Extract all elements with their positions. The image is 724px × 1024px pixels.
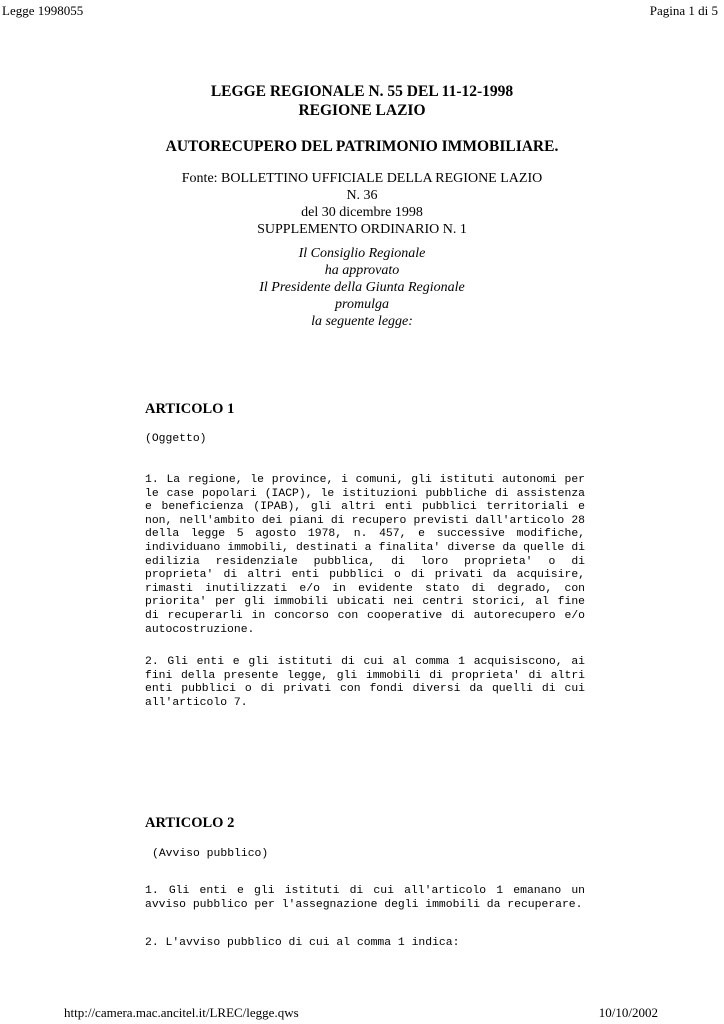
article2-comma2: 2. L'avviso pubblico di cui al comma 1 indica: [145, 937, 460, 949]
source-line2: N. 36 [346, 188, 378, 203]
page-footer-url: http://camera.mac.ancitel.it/LREC/legge.qws [64, 1005, 299, 1020]
promulgation-block [0, 245, 724, 330]
article2-comma1: 1. Gli enti e gli istituti di cui all'articolo 1 emanano un avviso pubblico per l'assegnazione degli immobili da recuperare. [145, 885, 585, 911]
promulgation-line2: ha approvato [324, 263, 400, 278]
article2-heading: ARTICOLO 2 [145, 815, 235, 831]
promulgation-line5: la seguente legge: [311, 314, 413, 329]
source-line3: del 30 dicembre 1998 [301, 205, 423, 220]
law-title-line1: LEGGE REGIONALE N. 55 DEL 11-12-1998 [210, 83, 514, 100]
promulgation-line1: Il Consiglio Regionale [298, 246, 426, 261]
source-line4: SUPPLEMENTO ORDINARIO N. 1 [257, 222, 467, 237]
source-line1: Fonte: BOLLETTINO UFFICIALE DELLA REGIONE LAZIO [181, 171, 543, 186]
article1-comma1: 1. La regione, le province, i comuni, gli istituti autonomi per le case popolari (IACP), le istituzioni pubbliche di assistenza e beneficienza (IPAB), gli altri enti pubblici territoriali e non, nell'ambito dei piani di recupero previsti dall'articolo 28 della legge 5 agosto 1978, n. 457, e successive modifiche, individuano immobili, destinati a finalita' diverse da quelle di edilizia residenziale pubblica, di loro proprieta' o di proprieta' di altri enti pubblici o di privati da acquisire, rimasti inutilizzati e/o in evidente stato di degrado, con priorita' per gli immobili ubicati nei centri storici, al fine di recuperarli in concorso con cooperative di autorecupero e/o autocostruzione. [145, 474, 585, 636]
article1-rubric: (Oggetto) [145, 433, 207, 445]
law-title [0, 82, 724, 120]
article2-rubric: (Avviso pubblico) [152, 848, 269, 860]
promulgation-line4: promulga [335, 297, 389, 312]
article1-heading: ARTICOLO 1 [145, 401, 235, 417]
page-header-doc-id: Legge 1998055 [2, 3, 84, 18]
article1-comma2: 2. Gli enti e gli istituti di cui al comma 1 acquisiscono, ai fini della presente legge, gli immobili di proprieta' di altri enti pubblici o di privati con fondi diversi da quelli di cui all'articolo 7. [145, 656, 585, 709]
law-subject: AUTORECUPERO DEL PATRIMONIO IMMOBILIARE. [165, 138, 559, 155]
promulgation-line3: Il Presidente della Giunta Regionale [259, 280, 465, 295]
source-block [0, 170, 724, 238]
law-title-line2: REGIONE LAZIO [298, 102, 426, 119]
page-footer-date: 10/10/2002 [598, 1005, 658, 1020]
page-header-page-number: Pagina 1 di 5 [649, 3, 718, 18]
